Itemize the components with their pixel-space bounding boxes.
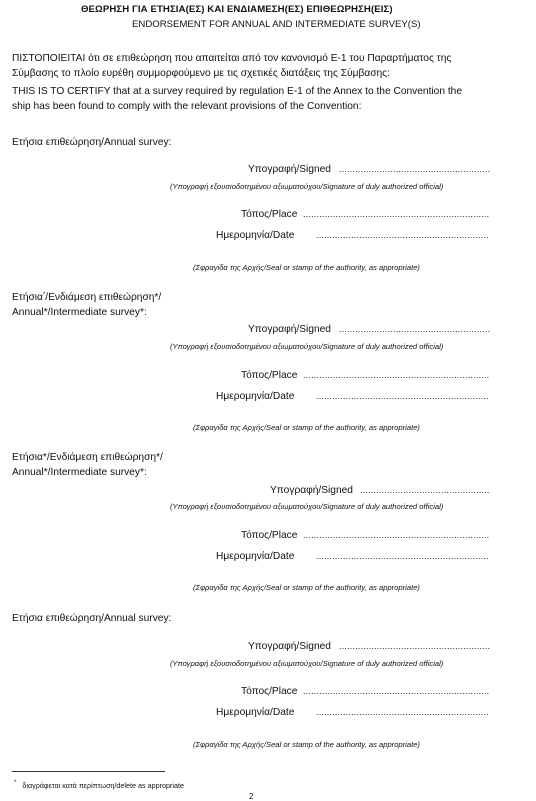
section-4-heading: Ετήσια επιθεώρηση/Annual survey: [12,613,172,624]
section-4-place-label: Τόπος/Place [241,686,298,697]
section-2-place-label: Τόπος/Place [241,370,298,381]
section-1-date-line[interactable]: ................................................................ [316,230,489,240]
intro-english-line-2: ship has been found to comply with the relevant provisions of the Convention: [12,101,362,112]
intro-greek-line-2: Σύμβασης το πλοίο ευρέθη συμμορφούμενο με τις σχετικές διατάξεις της Σύμβασης: [12,68,390,79]
section-2-signed-line[interactable]: ........................................................ [339,324,491,334]
section-2-seal-note: (Σφραγίδα της Αρχής/Seal or stamp of the authority, as appropriate) [193,423,420,432]
section-1-seal-note: (Σφραγίδα της Αρχής/Seal or stamp of the authority, as appropriate) [193,263,420,272]
section-1-heading: Ετήσια επιθεώρηση/Annual survey: [12,137,172,148]
section-1-date-label: Ημερομηνία/Date [216,230,295,241]
section-2-date-line[interactable]: ................................................................ [316,391,489,401]
section-3-place-line[interactable]: ..................................................................... [303,530,490,540]
section-4-place-line[interactable]: ..................................................................... [303,686,490,696]
section-2-heading-2: Annual*/Intermediate survey*: [12,307,147,318]
section-3-date-label: Ημερομηνία/Date [216,551,295,562]
section-3-signed-line[interactable]: ................................................ [360,485,490,495]
intro-greek-line-1: ΠΙΣΤΟΠΟΙΕΙΤΑΙ ότι σε επιθεώρηση που απαιτείται από τον κανονισμό Ε-1 του Παραρτήματος της [12,53,452,64]
section-1-signed-note: (Υπογραφή εξουσιοδοτημένου αξιωματούχου/Signature of duly authorized official) [170,182,444,191]
section-3-heading-2: Annual*/Intermediate survey*: [12,467,147,478]
section-1-signed-label: Υπογραφή/Signed [248,164,331,175]
section-3-signed-note: (Υπογραφή εξουσιοδοτημένου αξιωματούχου/Signature of duly authorized official) [170,502,444,511]
section-2-date-label: Ημερομηνία/Date [216,391,295,402]
document-subtitle: ENDORSEMENT FOR ANNUAL AND INTERMEDIATE SURVEY(S) [132,19,421,30]
section-4-seal-note: (Σφραγίδα της Αρχής/Seal or stamp of the authority, as appropriate) [193,740,420,749]
section-4-signed-note: (Υπογραφή εξουσιοδοτημένου αξιωματούχου/Signature of duly authorized official) [170,659,444,668]
page-number: 2 [249,792,254,801]
footnote-marker: * [14,780,17,786]
section-1-place-line[interactable]: ..................................................................... [303,209,490,219]
section-4-signed-label: Υπογραφή/Signed [248,641,331,652]
section-3-seal-note: (Σφραγίδα της Αρχής/Seal or stamp of the authority, as appropriate) [193,583,420,592]
section-3-date-line[interactable]: ................................................................ [316,551,489,561]
section-3-heading-1: Ετήσια*/Ενδιάμεση επιθεώρηση*/ [12,452,163,463]
footnote-separator [12,771,165,772]
section-4-date-line[interactable]: ................................................................ [316,707,489,717]
section-2-heading-1: Ετήσια*/Ενδιάμεση επιθεώρηση*/ [12,292,162,303]
section-1-place-label: Τόπος/Place [241,209,298,220]
document-title: ΘΕΩΡΗΣΗ ΓΙΑ ΕΤΗΣΙΑ(ΕΣ) ΚΑΙ ΕΝΔΙΑΜΕΣΗ(ΕΣ) ΕΠΙΘΕΩΡΗΣΗ(ΕΙΣ) [81,4,393,15]
section-3-place-label: Τόπος/Place [241,530,298,541]
section-4-signed-line[interactable]: ........................................................ [339,641,491,651]
footnote [14,780,184,790]
section-2-place-line[interactable]: ..................................................................... [303,370,490,380]
section-4-date-label: Ημερομηνία/Date [216,707,295,718]
section-2-signed-label: Υπογραφή/Signed [248,324,331,335]
section-1-signed-line[interactable]: ........................................................ [339,164,491,174]
intro-english-line-1: THIS IS TO CERTIFY that at a survey required by regulation E-1 of the Annex to the Convention the [12,86,463,97]
footnote-text: διαγράφεται κατά περίπτωση/delete as appropriate [22,781,184,790]
section-3-signed-label: Υπογραφή/Signed [270,485,353,496]
section-2-signed-note: (Υπογραφή εξουσιοδοτημένου αξιωματούχου/Signature of duly authorized official) [170,342,444,351]
